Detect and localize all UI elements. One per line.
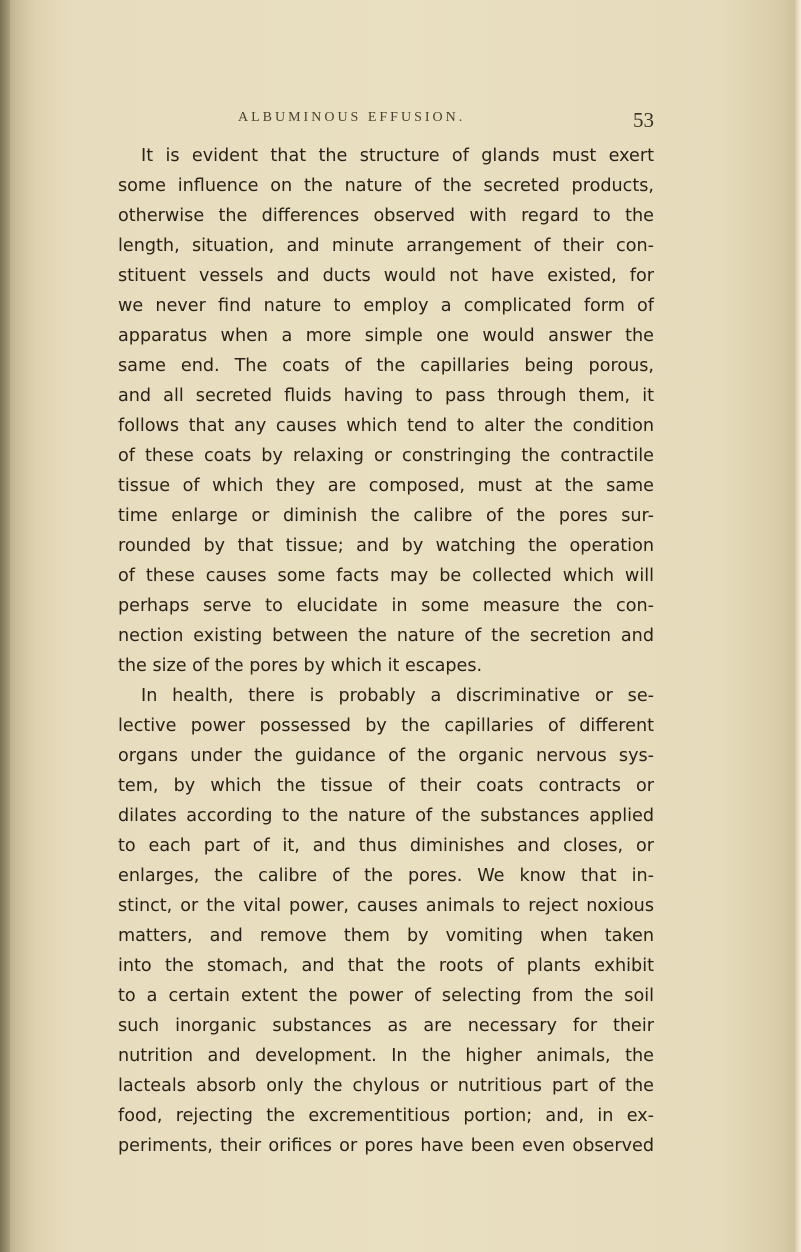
text-line: tem, by which the tissue of their coats contracts or bbox=[118, 776, 654, 796]
text-line: food, rejecting the excrementitious portion; and, in ex- bbox=[118, 1106, 654, 1126]
running-head: ALBUMINOUS EFFUSION. bbox=[238, 110, 466, 125]
text-line: periments, their orifices or pores have been even observed bbox=[118, 1136, 654, 1156]
text-line: of these coats by relaxing or constringing the contractile bbox=[118, 446, 654, 466]
text-line: matters, and remove them by vomiting when taken bbox=[118, 926, 654, 946]
text-line: nutrition and development. In the higher animals, the bbox=[118, 1046, 654, 1066]
text-line: follows that any causes which tend to alter the condition bbox=[118, 416, 654, 436]
text-line: apparatus when a more simple one would answer the bbox=[118, 326, 654, 346]
text-line: time enlarge or diminish the calibre of the pores sur- bbox=[118, 506, 654, 526]
text-line: such inorganic substances as are necessary for their bbox=[118, 1016, 654, 1036]
text-line: rounded by that tissue; and by watching the operation bbox=[118, 536, 654, 556]
page-edge bbox=[795, 0, 801, 1252]
text-line: some influence on the nature of the secreted products, bbox=[118, 176, 654, 196]
page-header bbox=[118, 108, 654, 134]
text-line: perhaps serve to elucidate in some measure the con- bbox=[118, 596, 654, 616]
text-line: dilates according to the nature of the substances applied bbox=[118, 806, 654, 826]
text-line: otherwise the differences observed with regard to the bbox=[118, 206, 654, 226]
text-line: organs under the guidance of the organic nervous sys- bbox=[118, 746, 654, 766]
text-line: lacteals absorb only the chylous or nutritious part of the bbox=[118, 1076, 654, 1096]
text-line: same end. The coats of the capillaries being porous, bbox=[118, 356, 654, 376]
text-line: the size of the pores by which it escapes. bbox=[118, 656, 483, 676]
page-spine-shadow bbox=[0, 0, 10, 1252]
text-line: to a certain extent the power of selecting from the soil bbox=[118, 986, 654, 1006]
text-line: In health, there is probably a discriminative or se- bbox=[141, 686, 654, 706]
text-line: and all secreted fluids having to pass through them, it bbox=[118, 386, 654, 406]
text-line: enlarges, the calibre of the pores. We know that in- bbox=[118, 866, 654, 886]
text-line: nection existing between the nature of the secretion and bbox=[118, 626, 654, 646]
text-line: into the stomach, and that the roots of plants exhibit bbox=[118, 956, 654, 976]
text-line: of these causes some facts may be collected which will bbox=[118, 566, 654, 586]
text-line: we never find nature to employ a complicated form of bbox=[118, 296, 654, 316]
text-line: tissue of which they are composed, must at the same bbox=[118, 476, 654, 496]
text-line: lective power possessed by the capillaries of different bbox=[118, 716, 654, 736]
page-number: 53 bbox=[633, 108, 654, 132]
text-line: stituent vessels and ducts would not have existed, for bbox=[118, 266, 654, 286]
text-line: It is evident that the structure of glands must exert bbox=[141, 146, 654, 166]
text-line: to each part of it, and thus diminishes and closes, or bbox=[118, 836, 654, 856]
text-line: stinct, or the vital power, causes animals to reject noxious bbox=[118, 896, 654, 916]
text-line: length, situation, and minute arrangement of their con- bbox=[118, 236, 654, 256]
